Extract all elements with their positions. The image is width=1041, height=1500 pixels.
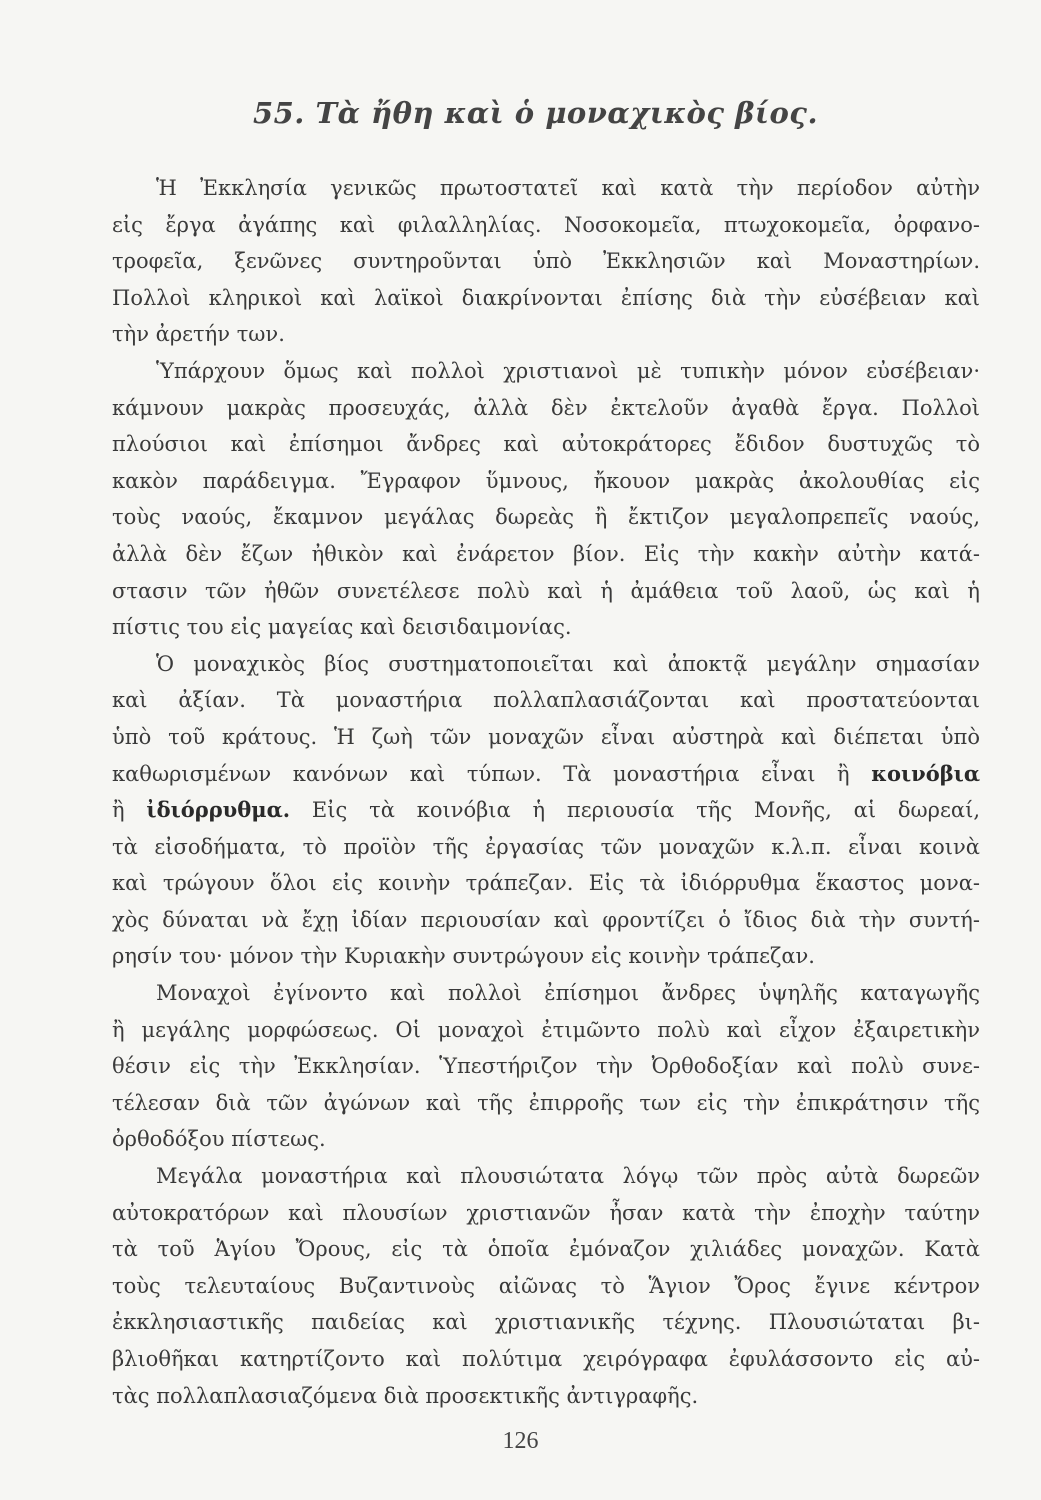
text-segment: Μεγάλα μοναστήρια καὶ πλουσιώτατα λόγῳ τῶν πρὸς αὐτὰ δωρεῶν	[156, 1164, 980, 1189]
text-line	[112, 829, 980, 866]
text-segment: θέσιν εἰς τὴν Ἐκκλησίαν. Ὑπεστήριζον τὴν Ὀρθοδοξίαν καὶ πολὺ συνε-	[112, 1054, 980, 1079]
text-segment: Εἰς τὰ κοινόβια ἡ περιουσία τῆς Μονῆς, αἱ δωρεαί,	[290, 798, 980, 823]
text-line	[112, 792, 980, 829]
text-line	[112, 499, 980, 536]
page-number: 126	[502, 1428, 539, 1454]
body-text	[112, 170, 980, 1414]
text-line	[112, 207, 980, 244]
text-line	[112, 1048, 980, 1085]
text-segment: Ἡ Ἐκκλησία γενικῶς πρωτοστατεῖ καὶ κατὰ τὴν περίοδον αὐτὴν	[156, 176, 980, 200]
text-line	[112, 573, 980, 610]
text-segment: στασιν τῶν ἠθῶν συνετέλεσε πολὺ καὶ ἡ ἀμάθεια τοῦ λαοῦ, ὡς καὶ ἡ	[112, 578, 980, 603]
text-segment: κάμνουν μακρὰς προσευχάς, ἀλλὰ δὲν ἐκτελοῦν ἀγαθὰ ἔργα. Πολλοὶ	[112, 395, 980, 420]
text-line	[112, 463, 980, 500]
bold-term: κοινόβια	[871, 760, 980, 786]
text-line	[112, 170, 980, 207]
text-line	[112, 756, 980, 793]
text-segment: κακὸν παράδειγμα. Ἔγραφον ὕμνους, ἤκουον μακρὰς ἀκολουθίας εἰς	[112, 468, 980, 493]
text-line	[112, 719, 980, 756]
text-segment: Πολλοὶ κληρικοὶ καὶ λαϊκοὶ διακρίνονται ἐπίσης διὰ τὴν εὐσέβειαν καὶ	[112, 285, 980, 310]
text-segment: καὶ τρώγουν ὅλοι εἰς κοινὴν τράπεζαν. Εἰς τὰ ἰδιόρρυθμα ἕκαστος μονα-	[112, 871, 980, 896]
text-segment: Ὁ μοναχικὸς βίος συστηματοποιεῖται καὶ ἀποκτᾷ μεγάλην σημασίαν	[156, 651, 980, 676]
text-segment: τροφεῖα, ξενῶνες συντηροῦνται ὑπὸ Ἐκκλησιῶν καὶ Μοναστηρίων.	[112, 249, 980, 274]
text-segment: τὰ τοῦ Ἁγίου Ὄρους, εἰς τὰ ὁποῖα ἐμόναζον χιλιάδες μοναχῶν. Κατὰ	[112, 1237, 980, 1262]
text-segment: εἰς ἔργα ἀγάπης καὶ φιλαλληλίας. Νοσοκομεῖα, πτωχοκομεῖα, ὀρφανο-	[112, 212, 980, 237]
text-line	[112, 938, 980, 975]
text-line	[112, 1378, 980, 1415]
text-segment: χὸς δύναται νὰ ἔχῃ ἰδίαν περιουσίαν καὶ φροντίζει ὁ ἴδιος διὰ τὴν συντή-	[112, 907, 980, 932]
text-line	[112, 609, 980, 646]
text-segment: αὐτοκρατόρων καὶ πλουσίων χριστιανῶν ἦσαν κατὰ τὴν ἐποχὴν ταύτην	[112, 1200, 980, 1225]
text-line	[112, 280, 980, 317]
bold-term: ἰδιόρρυθμα.	[146, 797, 291, 823]
text-segment: ὀρθοδόξου πίστεως.	[112, 1127, 326, 1152]
text-line	[112, 865, 980, 902]
text-segment: ἢ μεγάλης μορφώσεως. Οἱ μοναχοὶ ἐτιμῶντο πολὺ καὶ εἶχον ἐξαιρετικὴν	[112, 1017, 980, 1042]
text-line	[112, 353, 980, 390]
text-line	[112, 1085, 980, 1122]
text-segment: ὑπὸ τοῦ κράτους. Ἡ ζωὴ τῶν μοναχῶν εἶναι αὐστηρὰ καὶ διέπεται ὑπὸ	[112, 724, 980, 749]
text-segment: τοὺς ναούς, ἔκαμνον μεγάλας δωρεὰς ἢ ἔκτιζον μεγαλοπρεπεῖς ναούς,	[112, 505, 980, 530]
text-segment: καὶ ἀξίαν. Τὰ μοναστήρια πολλαπλασιάζονται καὶ προστατεύονται	[112, 688, 980, 713]
text-line	[112, 536, 980, 573]
text-line	[112, 1012, 980, 1049]
text-line	[112, 390, 980, 427]
text-segment: Ὑπάρχουν ὅμως καὶ πολλοὶ χριστιανοὶ μὲ τυπικὴν μόνον εὐσέβειαν·	[156, 358, 980, 383]
text-segment: πίστις του εἰς μαγείας καὶ δεισιδαιμονίας.	[112, 615, 572, 640]
text-line	[112, 1268, 980, 1305]
text-line	[112, 1304, 980, 1341]
text-line	[112, 975, 980, 1012]
text-line	[112, 646, 980, 683]
text-line	[112, 1341, 980, 1378]
text-line	[112, 426, 980, 463]
text-segment: τὰ εἰσοδήματα, τὸ προϊὸν τῆς ἐργασίας τῶν μοναχῶν κ.λ.π. εἶναι κοινὰ	[112, 834, 980, 859]
text-segment: ἀλλὰ δὲν ἔζων ἠθικὸν καὶ ἐνάρετον βίον. Εἰς τὴν κακὴν αὐτὴν κατά-	[112, 541, 980, 566]
section-title: 55. Τὰ ἤθη καὶ ὁ μοναχικὸς βίος.	[252, 96, 819, 130]
text-segment: τοὺς τελευταίους Βυζαντινοὺς αἰῶνας τὸ Ἅγιον Ὄρος ἔγινε κέντρον	[112, 1273, 980, 1298]
text-segment: Μοναχοὶ ἐγίνοντο καὶ πολλοὶ ἐπίσημοι ἄνδρες ὑψηλῆς καταγωγῆς	[156, 981, 980, 1006]
text-line	[112, 316, 980, 353]
text-line	[112, 682, 980, 719]
text-segment: βλιοθῆκαι κατηρτίζοντο καὶ πολύτιμα χειρόγραφα ἐφυλάσσοντο εἰς αὐ-	[112, 1347, 980, 1371]
text-segment: τὴν ἀρετήν των.	[112, 322, 285, 347]
text-segment: ἐκκλησιαστικῆς παιδείας καὶ χριστιανικῆς τέχνης. Πλουσιώταται βι-	[112, 1310, 980, 1335]
text-line	[112, 243, 980, 280]
text-segment: ἢ	[112, 798, 147, 823]
text-segment: τέλεσαν διὰ τῶν ἀγώνων καὶ τῆς ἐπιρροῆς των εἰς τὴν ἐπικράτησιν τῆς	[112, 1090, 980, 1115]
text-line	[112, 1231, 980, 1268]
text-segment: τὰς πολλαπλασιαζόμενα διὰ προσεκτικῆς ἀντιγραφῆς.	[112, 1383, 699, 1408]
text-segment: ρησίν του· μόνον τὴν Κυριακὴν συντρώγουν εἰς κοινὴν τράπεζαν.	[112, 944, 815, 969]
text-segment: καθωρισμένων κανόνων καὶ τύπων. Τὰ μοναστήρια εἶναι ἢ	[112, 761, 872, 786]
text-line	[112, 902, 980, 939]
text-segment: πλούσιοι καὶ ἐπίσημοι ἄνδρες καὶ αὐτοκράτορες ἔδιδον δυστυχῶς τὸ	[112, 432, 980, 457]
text-line	[112, 1121, 980, 1158]
text-line	[112, 1158, 980, 1195]
text-line	[112, 1195, 980, 1232]
